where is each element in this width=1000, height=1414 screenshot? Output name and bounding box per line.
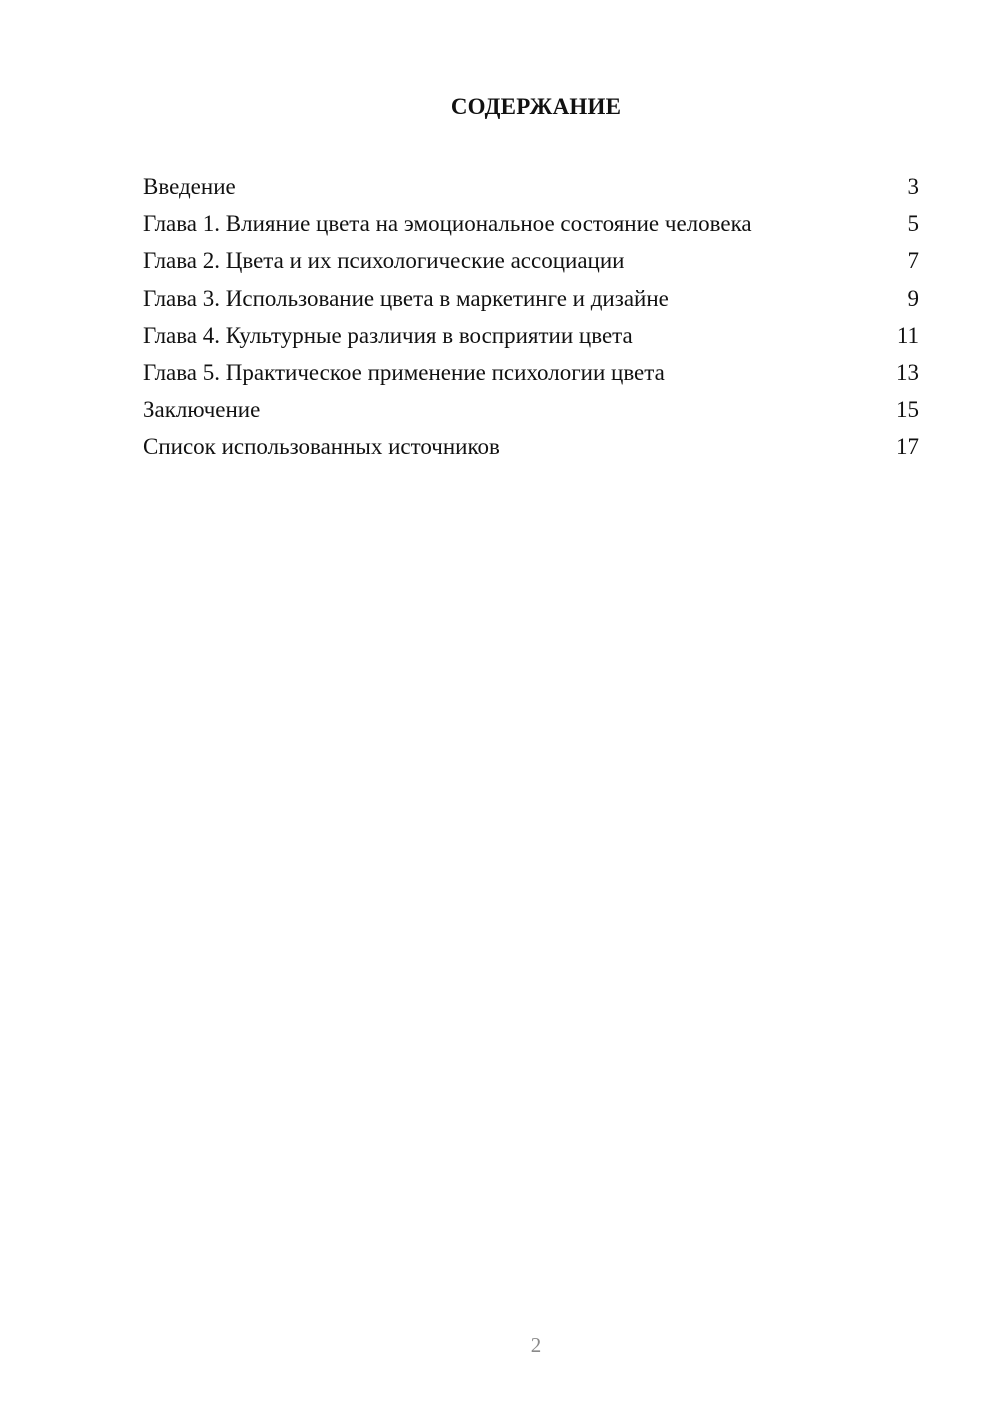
toc-entry-page: 7 xyxy=(907,248,919,274)
toc-entry-label: Глава 4. Культурные различия в восприятии цвета xyxy=(143,322,633,348)
toc-entry-label: Глава 5. Практическое применение психологии цвета xyxy=(143,359,665,385)
toc-entry-chapter-4 xyxy=(143,317,919,354)
page-number: 2 xyxy=(530,1333,542,1357)
toc-entry-page: 3 xyxy=(907,174,919,199)
toc-entry-page: 9 xyxy=(907,285,919,311)
toc-entry-page: 15 xyxy=(896,397,919,423)
toc-entry-label: Введение xyxy=(143,174,236,199)
toc-entry-page: 13 xyxy=(896,359,919,385)
toc-entry-introduction xyxy=(143,168,919,205)
toc-entry-label: Глава 2. Цвета и их психологические ассоциации xyxy=(143,248,625,274)
toc-entry-label: Глава 1. Влияние цвета на эмоциональное состояние человека xyxy=(143,211,752,237)
page-title: СОДЕРЖАНИЕ xyxy=(450,94,622,119)
toc-entry-label: Список использованных источников xyxy=(143,434,500,460)
toc-entry-page: 5 xyxy=(907,211,919,237)
toc-entry-conclusion xyxy=(143,391,919,428)
toc-entry-chapter-5 xyxy=(143,354,919,391)
toc-entry-label: Заключение xyxy=(143,397,261,423)
toc-entry-references xyxy=(143,428,919,465)
toc-entry-chapter-2 xyxy=(143,242,919,279)
toc-entry-label: Глава 3. Использование цвета в маркетинге и дизайне xyxy=(143,285,669,311)
toc-entry-page: 11 xyxy=(896,322,919,348)
table-of-contents xyxy=(143,168,919,466)
toc-entry-chapter-1 xyxy=(143,205,919,242)
toc-entry-page: 17 xyxy=(896,434,919,460)
toc-entry-chapter-3 xyxy=(143,280,919,317)
